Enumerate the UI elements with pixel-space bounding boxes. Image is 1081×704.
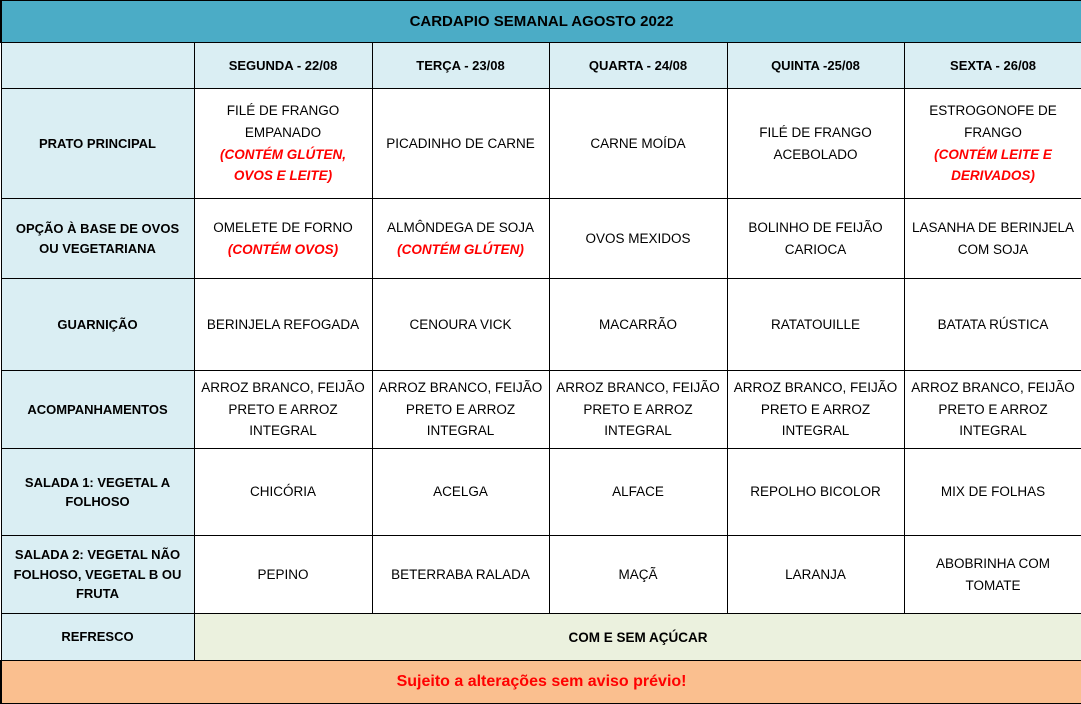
dish-text: LASANHA DE BERINJELA COM SOJA	[912, 219, 1075, 257]
menu-cell	[194, 89, 372, 199]
dish-text: CENOURA VICK	[409, 316, 512, 332]
dish-text: RATATOUILLE	[770, 316, 861, 332]
menu-cell	[372, 199, 549, 279]
row-acompanhamentos	[1, 371, 1081, 449]
dish-text: ALMÔNDEGA DE SOJA	[386, 219, 535, 235]
row-label: SALADA 1: VEGETAL A FOLHOSO	[1, 449, 194, 536]
dish-text: REPOLHO BICOLOR	[750, 484, 881, 500]
menu-cell	[549, 371, 727, 449]
row-opcao-vegetariana	[1, 199, 1081, 279]
menu-cell	[372, 89, 549, 199]
menu-cell	[727, 371, 904, 449]
row-label: ACOMPANHAMENTOS	[1, 371, 194, 449]
menu-cell	[549, 449, 727, 536]
menu-cell	[372, 536, 549, 614]
menu-cell	[904, 89, 1081, 199]
dish-text: MIX DE FOLHAS	[940, 484, 1046, 500]
day-header-wednesday: QUARTA - 24/08	[549, 43, 727, 89]
dish-text: BERINJELA REFOGADA	[206, 316, 360, 332]
menu-cell	[194, 279, 372, 371]
menu-cell	[194, 536, 372, 614]
menu-cell	[904, 449, 1081, 536]
menu-cell	[904, 371, 1081, 449]
dish-text: MAÇÃ	[618, 566, 658, 582]
dish-text: ABOBRINHA COM TOMATE	[936, 555, 1051, 593]
day-header-row	[1, 43, 1081, 89]
menu-cell	[194, 371, 372, 449]
menu-cell	[194, 449, 372, 536]
dish-text: CARNE MOÍDA	[590, 135, 686, 151]
menu-cell	[727, 199, 904, 279]
allergen-note: (CONTÉM OVOS)	[227, 241, 339, 257]
menu-cell	[727, 89, 904, 199]
menu-cell	[904, 199, 1081, 279]
row-prato-principal	[1, 89, 1081, 199]
day-header-friday: SEXTA - 26/08	[904, 43, 1081, 89]
menu-cell	[904, 279, 1081, 371]
page-title: CARDAPIO SEMANAL AGOSTO 2022	[1, 1, 1081, 43]
footer-row	[1, 661, 1081, 704]
menu-cell	[372, 449, 549, 536]
day-header-thursday: QUINTA -25/08	[727, 43, 904, 89]
row-label: GUARNIÇÃO	[1, 279, 194, 371]
row-refresco	[1, 614, 1081, 661]
allergen-note: (CONTÉM GLÚTEN, OVOS E LEITE)	[220, 146, 346, 184]
menu-cell	[727, 279, 904, 371]
menu-cell	[372, 279, 549, 371]
dish-text: ARROZ BRANCO, FEIJÃO PRETO E ARROZ INTEGRAL	[201, 380, 365, 439]
title-row	[1, 1, 1081, 43]
allergen-note: (CONTÉM LEITE E DERIVADOS)	[934, 146, 1052, 184]
dish-text: BOLINHO DE FEIJÃO CARIOCA	[748, 219, 883, 257]
row-guarnicao	[1, 279, 1081, 371]
menu-cell	[549, 279, 727, 371]
row-label: SALADA 2: VEGETAL NÃO FOLHOSO, VEGETAL B OU FRUTA	[1, 536, 194, 614]
dish-text: ACELGA	[433, 484, 488, 500]
day-header-tuesday: TERÇA - 23/08	[372, 43, 549, 89]
dish-text: ESTROGONOFE DE FRANGO	[929, 103, 1057, 140]
row-salada-2	[1, 536, 1081, 614]
dish-text: ARROZ BRANCO, FEIJÃO PRETO E ARROZ INTEGRAL	[911, 380, 1075, 439]
corner-cell	[1, 43, 194, 89]
row-label: PRATO PRINCIPAL	[1, 89, 194, 199]
dish-text: ARROZ BRANCO, FEIJÃO PRETO E ARROZ INTEGRAL	[378, 380, 543, 439]
dish-text: ARROZ BRANCO, FEIJÃO PRETO E ARROZ INTEGRAL	[556, 380, 720, 439]
row-label: REFRESCO	[1, 614, 194, 661]
dish-text: BATATA RÚSTICA	[937, 316, 1049, 332]
dish-text: OMELETE DE FORNO	[213, 219, 353, 235]
row-salada-1	[1, 449, 1081, 536]
allergen-note: (CONTÉM GLÚTEN)	[397, 241, 524, 257]
menu-cell	[904, 536, 1081, 614]
dish-text: FILÉ DE FRANGO EMPANADO	[226, 103, 340, 140]
dish-text: PEPINO	[257, 566, 309, 582]
menu-cell	[727, 536, 904, 614]
menu-cell	[549, 536, 727, 614]
dish-text: ARROZ BRANCO, FEIJÃO PRETO E ARROZ INTEGRAL	[733, 380, 898, 439]
dish-text: LARANJA	[785, 566, 846, 582]
menu-cell	[372, 371, 549, 449]
menu-cell	[727, 449, 904, 536]
dish-text: BETERRABA RALADA	[391, 566, 530, 582]
menu-cell	[194, 199, 372, 279]
disclaimer-text: Sujeito a alterações sem aviso prévio!	[1, 661, 1081, 704]
day-header-monday: SEGUNDA - 22/08	[194, 43, 372, 89]
row-label: OPÇÃO À BASE DE OVOS OU VEGETARIANA	[1, 199, 194, 279]
dish-text: OVOS MEXIDOS	[585, 230, 691, 246]
menu-cell	[549, 89, 727, 199]
dish-text: PICADINHO DE CARNE	[386, 135, 535, 151]
refresco-value: COM E SEM AÇÚCAR	[194, 614, 1081, 661]
dish-text: FILÉ DE FRANGO ACEBOLADO	[759, 124, 872, 162]
dish-text: MACARRÃO	[598, 316, 677, 332]
menu-cell	[549, 199, 727, 279]
dish-text: ALFACE	[612, 484, 664, 500]
dish-text: CHICÓRIA	[249, 484, 316, 500]
